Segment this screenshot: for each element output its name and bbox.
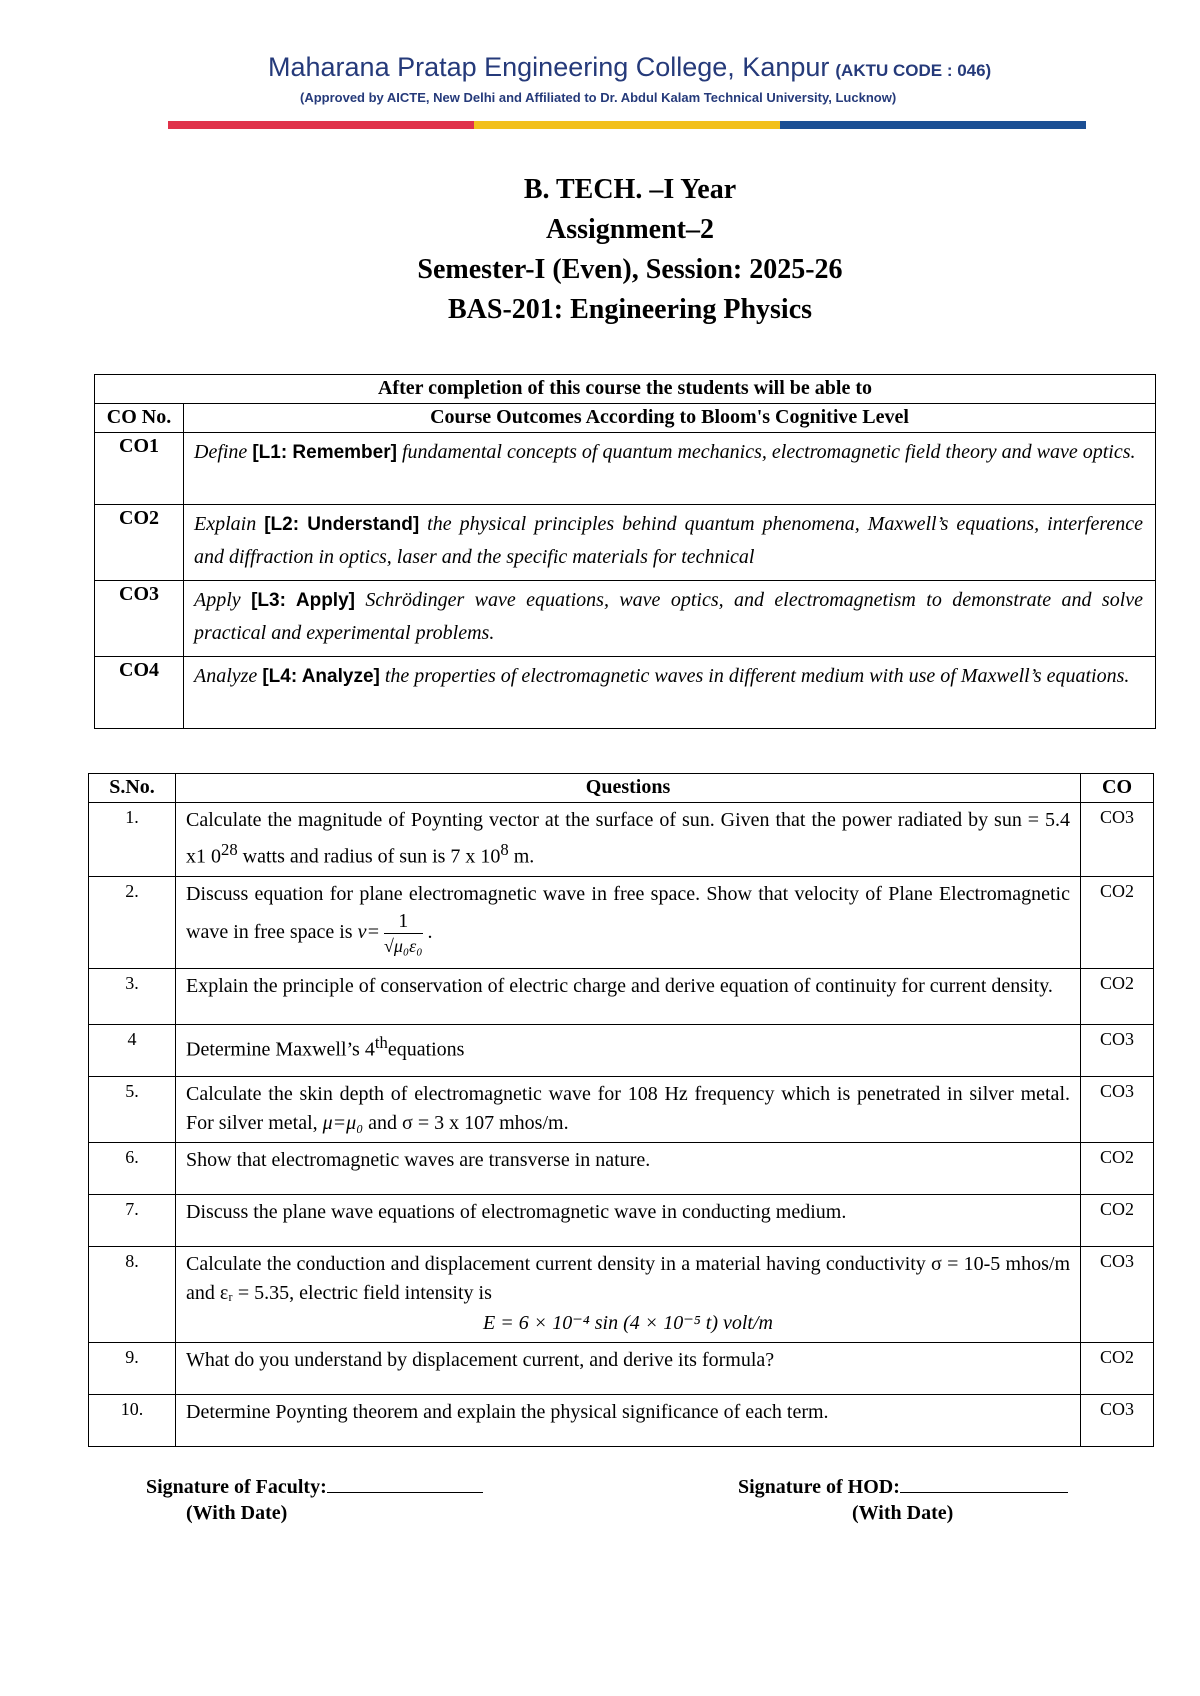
velocity-lhs: v= <box>357 920 380 943</box>
question-row <box>89 803 1154 877</box>
question-row <box>89 876 1154 968</box>
title-session: Semester-I (Even), Session: 2025-26 <box>417 254 843 285</box>
course-outcomes-table <box>94 374 1156 729</box>
question-co: CO3 <box>1081 803 1154 877</box>
question-co: CO2 <box>1081 1194 1154 1246</box>
college-name <box>268 52 992 83</box>
question-row <box>89 1024 1154 1076</box>
question-co: CO2 <box>1081 876 1154 968</box>
co-level: [L1: Remember] <box>252 442 397 463</box>
question-text <box>176 1076 1081 1142</box>
question-co: CO3 <box>1081 1246 1154 1342</box>
co-description <box>184 657 1156 729</box>
q-text-part: and σ = 3 x 107 mhos/m. <box>363 1111 569 1134</box>
q-text-part: Calculate the conduction and displacement current density in a material having conductivity σ = 10-5 mhos/m and εᵣ = 5.35, electric field intensity is <box>186 1252 1070 1304</box>
question-text <box>176 803 1081 877</box>
question-co: CO3 <box>1081 1076 1154 1142</box>
co-no-header: CO No. <box>95 404 184 433</box>
co-text: Schrödinger wave equations, wave optics, and electromagnetism to demonstrate and solve practical and experimental problems. <box>194 589 1144 644</box>
q-superscript: 28 <box>221 840 238 859</box>
hod-signature-label: Signature of HOD: <box>738 1476 900 1498</box>
q-text-part: watts and radius of sun is 7 x 10 <box>237 845 501 868</box>
aktu-code: (AKTU CODE : 046) <box>835 61 992 80</box>
header-color-bar <box>168 121 1086 129</box>
co-intro: After completion of this course the students will be able to <box>95 375 1156 404</box>
co-description <box>184 505 1156 581</box>
permeability-math: μ=μ₀ <box>322 1111 364 1134</box>
question-text <box>176 1024 1081 1076</box>
college-name-text: Maharana Pratap Engineering College, Kanpur <box>268 52 830 82</box>
question-text: Explain the principle of conservation of electric charge and derive equation of continuity for current density. <box>176 968 1081 1024</box>
co-description <box>184 581 1156 657</box>
co-row <box>95 433 1156 505</box>
question-text: What do you understand by displacement current, and derive its formula? <box>176 1342 1081 1394</box>
bar-yellow <box>474 121 780 129</box>
question-row <box>89 1246 1154 1342</box>
field-formula: E = 6 × 10⁻⁴ sin (4 × 10⁻⁵ t) volt/m <box>483 1311 773 1334</box>
question-number: 6. <box>89 1142 176 1194</box>
co-verb: Define <box>194 441 248 463</box>
question-number: 9. <box>89 1342 176 1394</box>
co-level: [L3: Apply] <box>251 590 355 611</box>
title-assignment: Assignment–2 <box>545 214 714 245</box>
co-level: [L4: Analyze] <box>262 666 380 687</box>
co-text: the properties of electromagnetic waves in different medium with use of Maxwell’s equations. <box>384 665 1130 687</box>
co-number: CO3 <box>95 581 184 657</box>
q-text-part: . <box>422 920 433 943</box>
question-number: 5. <box>89 1076 176 1142</box>
faculty-signature <box>146 1476 483 1499</box>
question-co: CO2 <box>1081 968 1154 1024</box>
fraction-denominator: √μ₀ε₀ <box>383 935 423 956</box>
fraction-numerator: 1 <box>384 909 423 934</box>
co-outcome-header: Course Outcomes According to Bloom's Cognitive Level <box>184 404 1156 433</box>
co-text: the physical principles behind quantum phenomena, Maxwell’s equations, interference and diffraction in optics, laser and the specific materials for technical <box>194 513 1144 568</box>
q-text-part: Determine Maxwell’s 4 <box>186 1038 375 1061</box>
q-text-part: Calculate the magnitude of Poynting vector at the surface of sun. Given that the power radiated by sun = 5.4 x1 0 <box>186 809 1070 868</box>
co-row <box>95 657 1156 729</box>
question-number: 7. <box>89 1194 176 1246</box>
question-row <box>89 1194 1154 1246</box>
question-number: 10. <box>89 1394 176 1446</box>
velocity-fraction <box>384 909 423 958</box>
co-description <box>184 433 1156 505</box>
co-number: CO2 <box>95 505 184 581</box>
question-co: CO3 <box>1081 1394 1154 1446</box>
faculty-signature-line <box>327 1492 483 1493</box>
title-course: BAS-201: Engineering Physics <box>447 294 813 325</box>
co-row <box>95 505 1156 581</box>
bar-red <box>168 121 474 129</box>
document-titles <box>0 170 1200 330</box>
question-number: 4 <box>89 1024 176 1076</box>
hod-signature <box>738 1476 1068 1499</box>
faculty-with-date: (With Date) <box>186 1502 288 1524</box>
question-co: CO3 <box>1081 1024 1154 1076</box>
questions-table <box>88 773 1154 1447</box>
co-number: CO4 <box>95 657 184 729</box>
question-text <box>176 876 1081 968</box>
question-number: 3. <box>89 968 176 1024</box>
question-number: 1. <box>89 803 176 877</box>
question-text <box>176 1246 1081 1342</box>
q-text-part: equations <box>387 1038 465 1061</box>
co-verb: Analyze <box>194 665 258 687</box>
co-row <box>95 581 1156 657</box>
college-approval: (Approved by AICTE, New Delhi and Affiliated to Dr. Abdul Kalam Technical University, Lucknow) <box>300 90 897 105</box>
bar-blue <box>780 121 1086 129</box>
q-superscript: 8 <box>500 840 509 859</box>
q-text-part: Discuss equation for plane electromagnetic wave in free space. Show that velocity of Plane Electromagnetic wave in free space is <box>186 882 1070 943</box>
co-verb: Explain <box>194 513 257 535</box>
question-text: Determine Poynting theorem and explain the physical significance of each term. <box>176 1394 1081 1446</box>
q-text-part: Calculate the skin depth of electromagnetic wave for 108 Hz frequency which is penetrated in silver metal. For silver metal, <box>186 1082 1070 1134</box>
question-co: CO2 <box>1081 1142 1154 1194</box>
co-header-row <box>95 404 1156 433</box>
hod-with-date: (With Date) <box>852 1502 954 1524</box>
question-row <box>89 1076 1154 1142</box>
title-year: B. TECH. –I Year <box>523 174 737 205</box>
question-row <box>89 1394 1154 1446</box>
question-co: CO2 <box>1081 1342 1154 1394</box>
q-text-part: m. <box>508 845 535 868</box>
questions-header: Questions <box>176 774 1081 803</box>
question-text: Discuss the plane wave equations of electromagnetic wave in conducting medium. <box>176 1194 1081 1246</box>
question-number: 8. <box>89 1246 176 1342</box>
co-text: fundamental concepts of quantum mechanics, electromagnetic field theory and wave optics. <box>401 441 1136 463</box>
question-number: 2. <box>89 876 176 968</box>
q-superscript: th <box>374 1032 388 1052</box>
co-number: CO1 <box>95 433 184 505</box>
hod-signature-line <box>900 1492 1068 1493</box>
co-intro-row <box>95 375 1156 404</box>
question-text: Show that electromagnetic waves are transverse in nature. <box>176 1142 1081 1194</box>
question-row <box>89 1142 1154 1194</box>
question-row <box>89 1342 1154 1394</box>
co-verb: Apply <box>194 589 241 611</box>
question-row <box>89 968 1154 1024</box>
faculty-signature-label: Signature of Faculty: <box>146 1476 327 1498</box>
co-level: [L2: Understand] <box>264 514 420 535</box>
sno-header: S.No. <box>89 774 176 803</box>
co-header: CO <box>1081 774 1154 803</box>
questions-header-row <box>89 774 1154 803</box>
